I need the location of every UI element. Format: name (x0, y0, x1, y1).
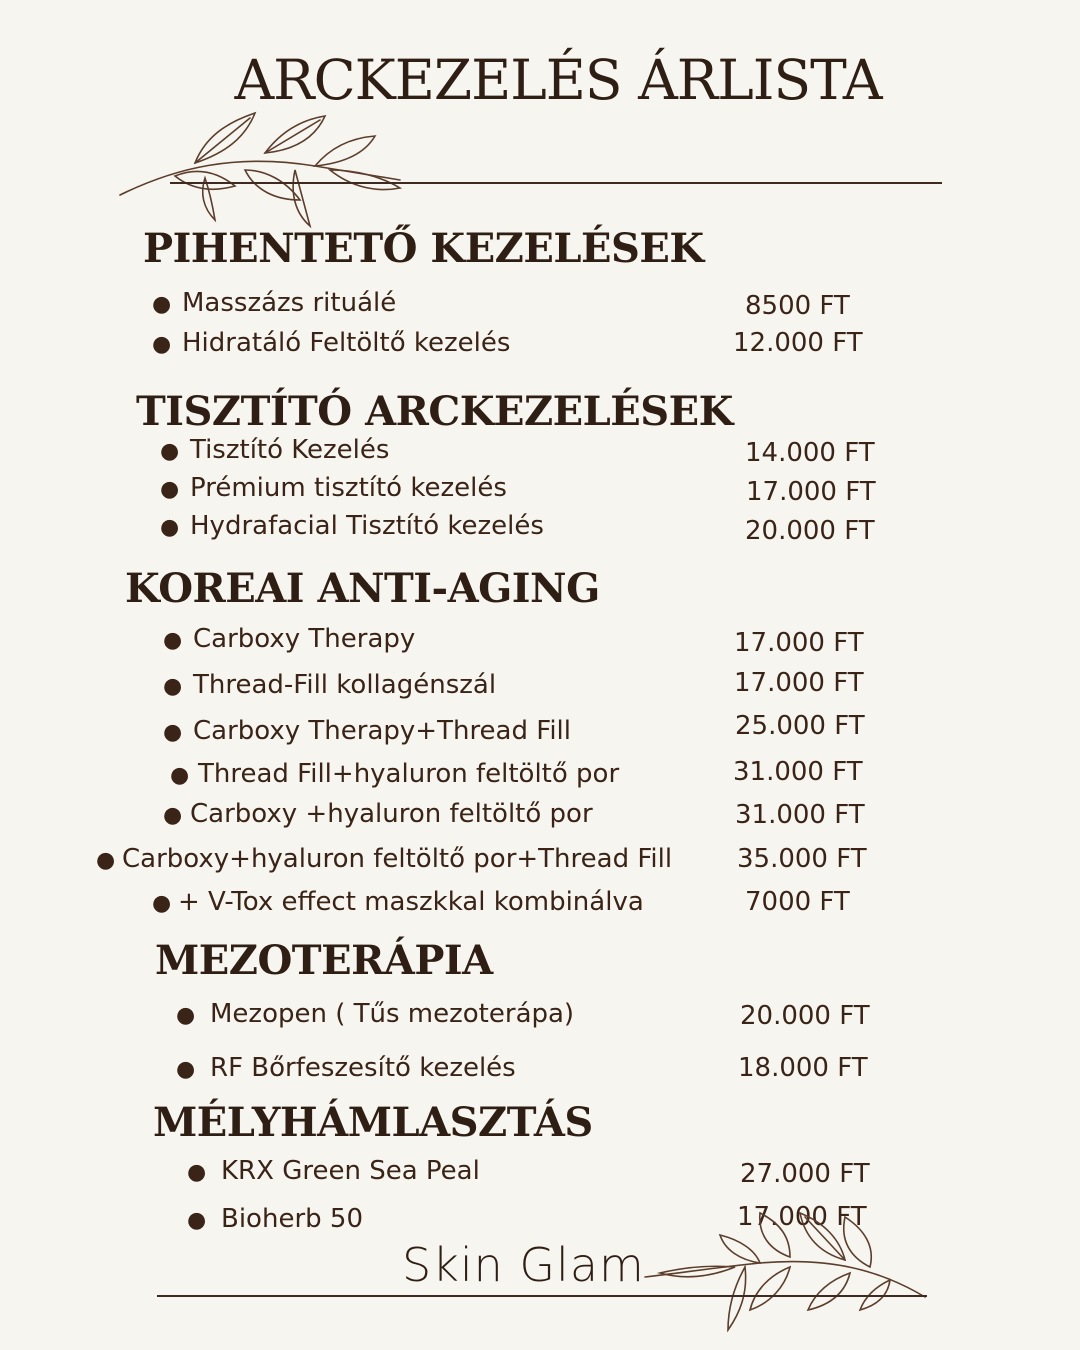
section-heading-tisztító: TISZTÍTÓ ARCKEZELÉSEK (136, 388, 733, 435)
item-price: 18.000 FT (738, 1053, 868, 1083)
list-item: ● Hydrafacial Tisztító kezelés (160, 511, 544, 541)
item-price: 31.000 FT (733, 757, 863, 787)
item-price: 7000 FT (745, 887, 850, 917)
item-price: 27.000 FT (740, 1159, 870, 1189)
item-price: 14.000 FT (745, 438, 875, 468)
section-heading-mezoterápia: MEZOTERÁPIA (155, 937, 493, 984)
list-item: ● Hidratáló Feltöltő kezelés (152, 328, 511, 358)
list-item: ● Thread-Fill kollagénszál (163, 670, 497, 700)
item-price: 25.000 FT (735, 711, 865, 741)
bottom-divider (157, 1295, 927, 1297)
list-item: ● Carboxy +hyaluron feltöltő por (163, 799, 593, 829)
list-item: ● Mezopen ( Tűs mezoterápa) (176, 999, 575, 1029)
page-title: ARCKEZELÉS ÁRLISTA (234, 48, 882, 112)
item-price: 17.000 FT (746, 477, 876, 507)
leaf-branch-icon (115, 108, 415, 233)
list-item: ● Masszázs rituálé (152, 288, 397, 318)
item-price: 17.000 FT (737, 1202, 867, 1232)
item-price: 8500 FT (745, 291, 850, 321)
item-price: 17.000 FT (734, 668, 864, 698)
list-item: ● Prémium tisztító kezelés (160, 473, 507, 503)
top-divider (170, 182, 942, 184)
leaf-branch-icon (640, 1205, 930, 1335)
list-item: ● KRX Green Sea Peal (187, 1156, 480, 1186)
item-price: 17.000 FT (734, 628, 864, 658)
list-item: ● Bioherb 50 (187, 1204, 363, 1234)
brand-name: Skin Glam (402, 1238, 645, 1292)
item-price: 31.000 FT (735, 800, 865, 830)
list-item: ● Carboxy Therapy+Thread Fill (163, 716, 571, 746)
section-heading-mélyhámlasztás: MÉLYHÁMLASZTÁS (153, 1099, 593, 1146)
section-heading-pihentető: PIHENTETŐ KEZELÉSEK (143, 225, 704, 272)
list-item: ● Tisztító Kezelés (160, 435, 390, 465)
list-item: ● + V-Tox effect maszkkal kombinálva (152, 887, 644, 917)
section-heading-koreai: KOREAI ANTI-AGING (125, 565, 600, 612)
list-item: ● RF Bőrfeszesítő kezelés (176, 1053, 516, 1083)
list-item: ● Carboxy+hyaluron feltöltő por+Thread Fill (96, 844, 673, 874)
item-price: 20.000 FT (740, 1001, 870, 1031)
list-item: ● Thread Fill+hyaluron feltöltő por (170, 759, 620, 789)
item-price: 12.000 FT (733, 328, 863, 358)
list-item: ● Carboxy Therapy (163, 624, 416, 654)
item-price: 20.000 FT (745, 516, 875, 546)
item-price: 35.000 FT (737, 844, 867, 874)
